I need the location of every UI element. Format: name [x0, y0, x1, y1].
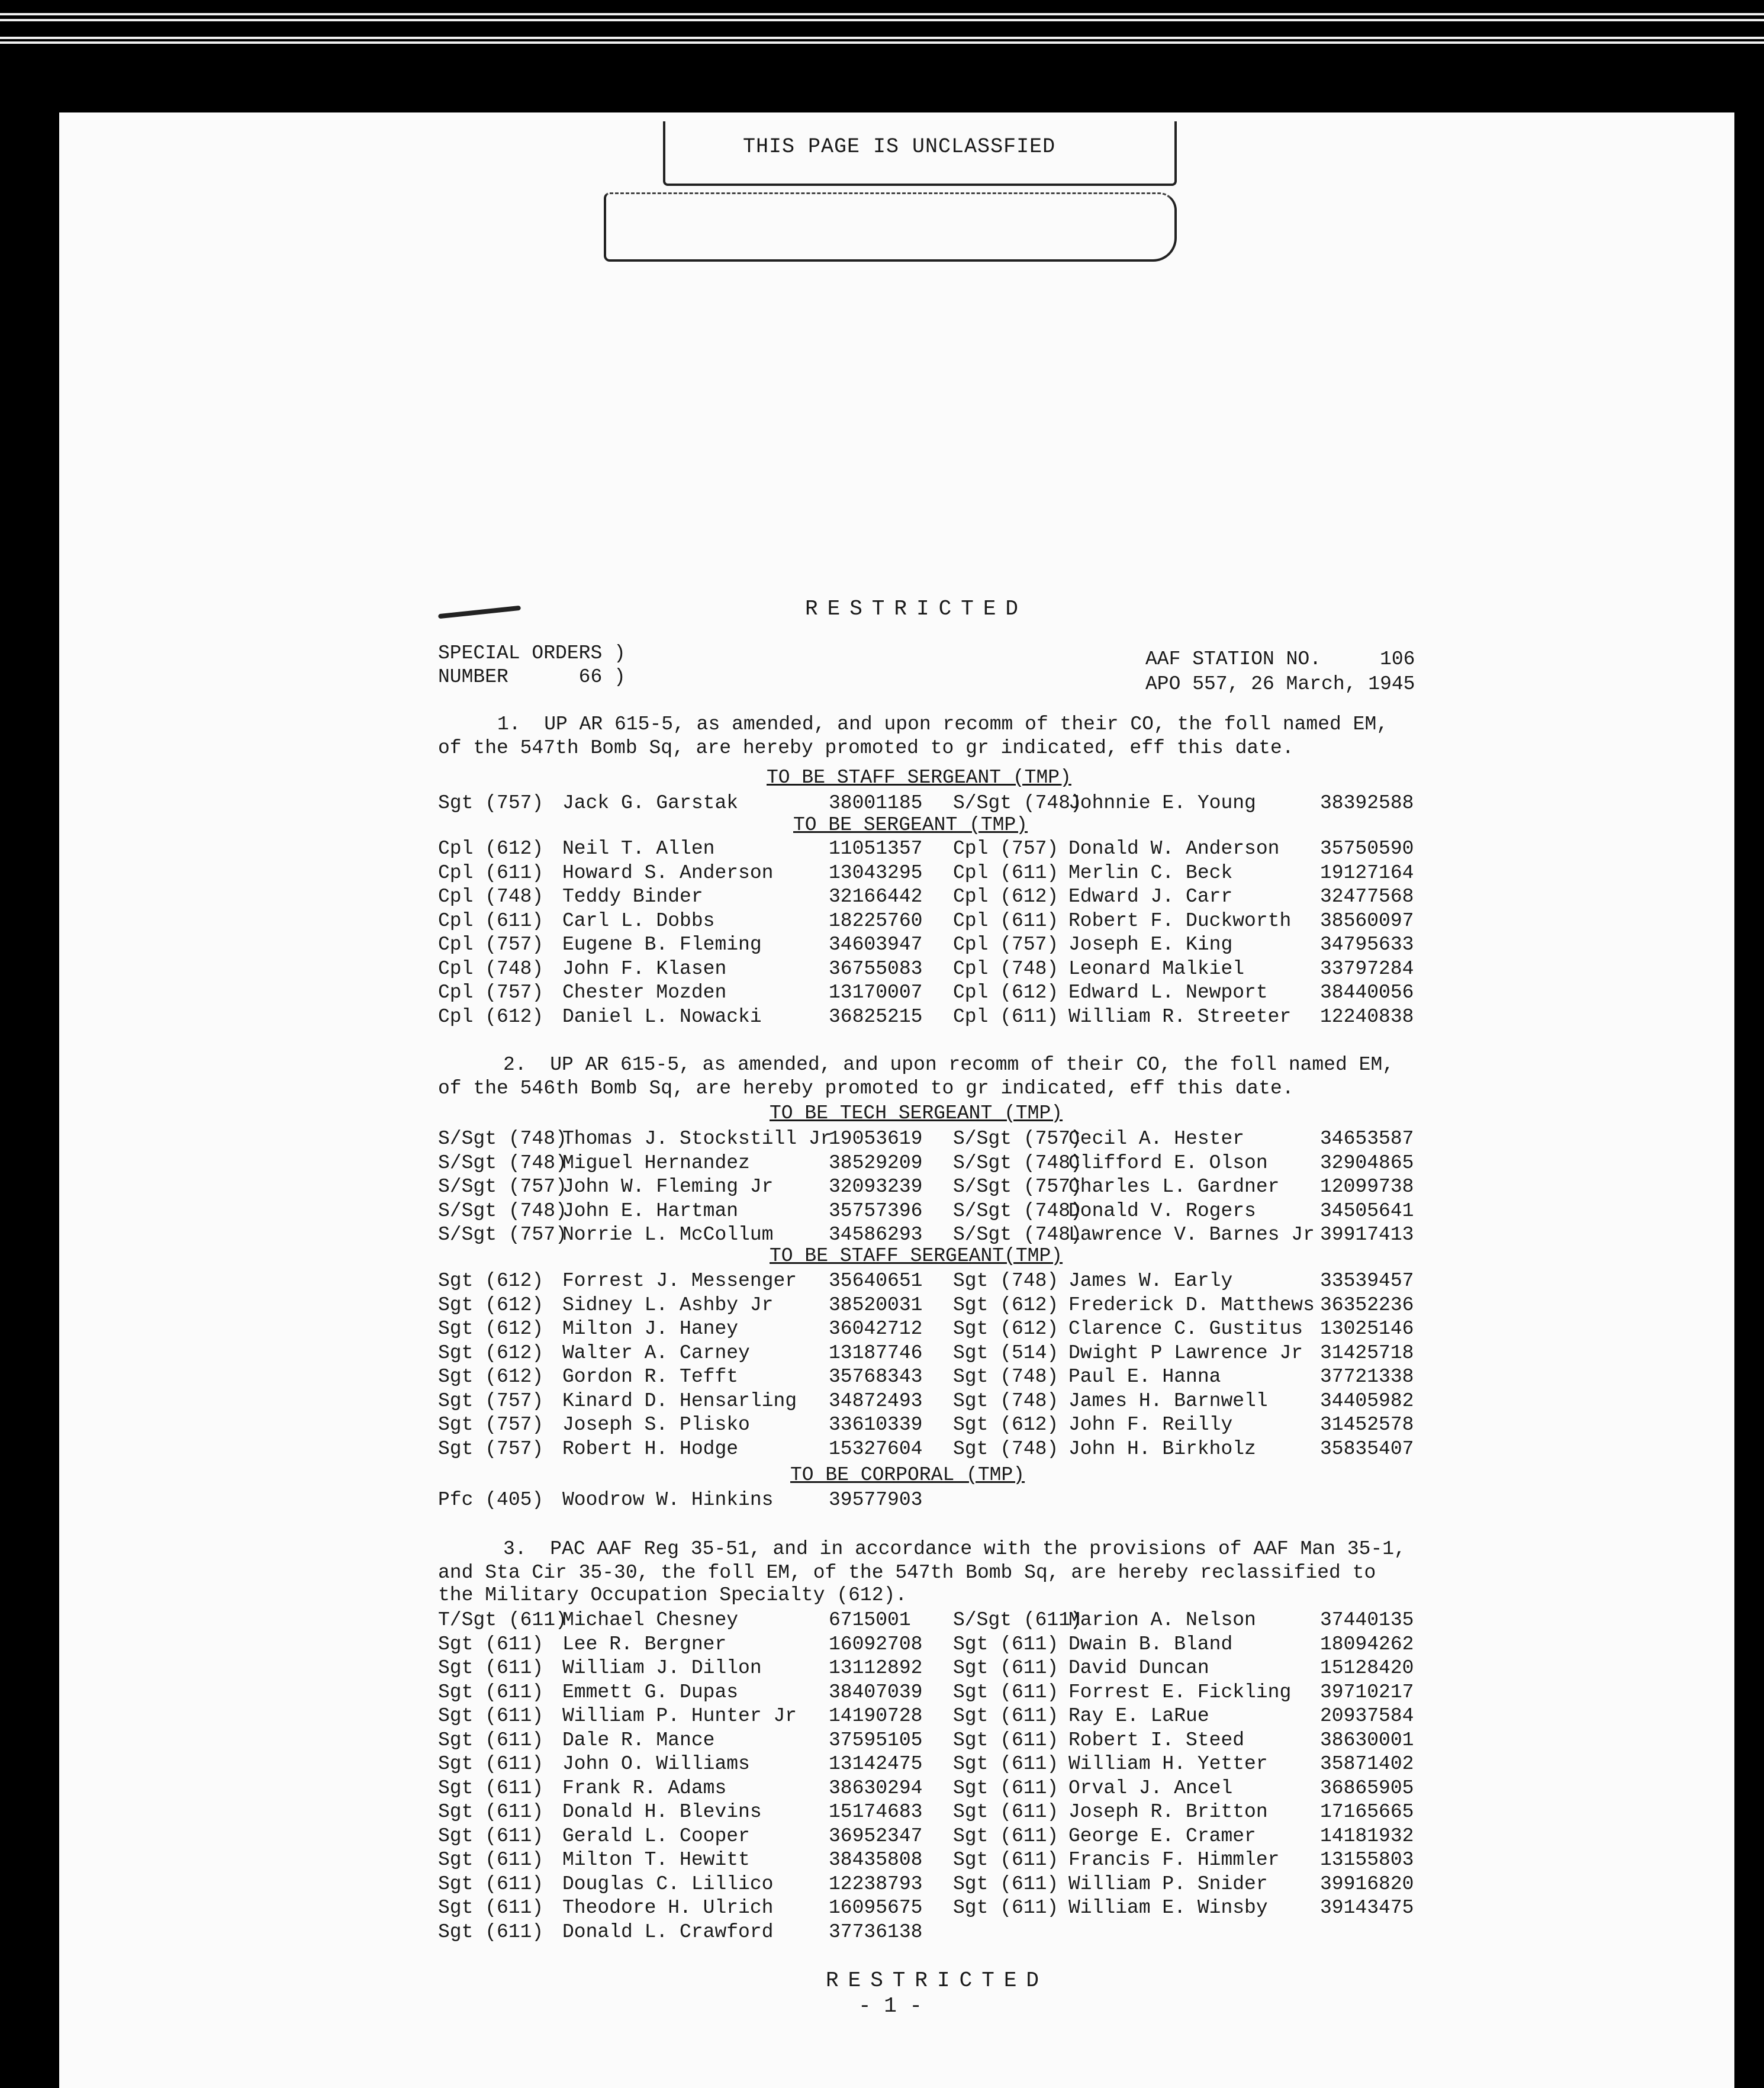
grade-right: S/Sgt (611)	[953, 1609, 1082, 1631]
grade-right: Cpl (748)	[953, 957, 1059, 980]
grade-right: Sgt (612)	[953, 1318, 1059, 1340]
name-right: Orval J. Ancel	[1068, 1777, 1233, 1799]
name-right: Paul E. Hanna	[1068, 1366, 1221, 1388]
grade-left: Sgt (757)	[438, 1414, 544, 1436]
serial-left: 14190728	[829, 1705, 923, 1727]
serial-left: 38435808	[829, 1849, 923, 1871]
serial-left: 33610339	[829, 1414, 923, 1436]
para2-heading-staff: TO BE STAFF SERGEANT(TMP)	[770, 1245, 1063, 1267]
grade-left: Cpl (757)	[438, 982, 544, 1003]
serial-right: 34653587	[1320, 1128, 1414, 1150]
serial-left: 13043295	[829, 861, 923, 884]
name-left: Sidney L. Ashby Jr	[562, 1294, 774, 1316]
personnel-row	[438, 1438, 1462, 1462]
para1-heading-staff: TO BE STAFF SERGEANT (TMP)	[767, 767, 1071, 789]
grade-right: Cpl (611)	[953, 1005, 1059, 1028]
grade-left: Sgt (611)	[438, 1849, 544, 1871]
top-border-line	[0, 37, 1764, 39]
para3-line2: and Sta Cir 35-30, the foll EM, of the 547th Bomb Sq, are hereby reclassified to	[438, 1562, 1376, 1584]
serial-right: 36865905	[1320, 1777, 1414, 1799]
personnel-row	[438, 1849, 1462, 1873]
para2-heading-tech: TO BE TECH SERGEANT (TMP)	[770, 1102, 1063, 1124]
name-right: Dwight P Lawrence Jr	[1068, 1341, 1303, 1364]
serial-right: 35871402	[1320, 1753, 1414, 1775]
serial-left: 16095675	[829, 1897, 923, 1919]
grade-left: Cpl (748)	[438, 886, 544, 908]
para2-heading-corporal: TO BE CORPORAL (TMP)	[790, 1464, 1025, 1486]
serial-left: 38001185	[829, 792, 923, 814]
name-right: Forrest E. Fickling	[1068, 1681, 1292, 1703]
name-left: Jack G. Garstak	[562, 792, 739, 814]
grade-left: Sgt (611)	[438, 1753, 544, 1775]
name-left: Eugene B. Fleming	[562, 934, 762, 955]
personnel-row	[438, 838, 1462, 861]
restricted-footer: RESTRICTED	[826, 1968, 1049, 1993]
serial-left: 34603947	[829, 934, 923, 955]
grade-right: Sgt (748)	[953, 1389, 1059, 1412]
name-left: Milton T. Hewitt	[562, 1849, 750, 1871]
name-right: Joseph R. Britton	[1068, 1801, 1268, 1823]
serial-right: 34405982	[1320, 1389, 1414, 1412]
grade-right: Cpl (757)	[953, 934, 1059, 955]
grade-left: Sgt (611)	[438, 1681, 544, 1703]
name-left: John F. Klasen	[562, 957, 727, 980]
grade-right: Sgt (611)	[953, 1681, 1059, 1703]
name-right: Frederick D. Matthews	[1068, 1294, 1315, 1316]
serial-left: 35757396	[829, 1199, 923, 1222]
page-number: - 1 -	[858, 1994, 923, 2018]
para1-line1: 1. UP AR 615-5, as amended, and upon recomm of their CO, the foll named EM,	[497, 713, 1389, 735]
name-right: James W. Early	[1068, 1270, 1233, 1292]
name-left: Donald L. Crawford	[562, 1920, 774, 1943]
serial-right: 31452578	[1320, 1414, 1414, 1436]
grade-right: Sgt (611)	[953, 1705, 1059, 1727]
serial-left: 19053619	[829, 1128, 923, 1150]
serial-right: 33539457	[1320, 1270, 1414, 1292]
serial-left: 15327604	[829, 1437, 923, 1460]
stamp-text: THIS PAGE IS UNCLASSFIED	[743, 135, 1056, 159]
grade-right: Sgt (612)	[953, 1294, 1059, 1316]
serial-right: 32904865	[1320, 1151, 1414, 1174]
name-left: Daniel L. Nowacki	[562, 1005, 762, 1028]
grade-right: Sgt (611)	[953, 1633, 1059, 1655]
name-left: Norrie L. McCollum	[562, 1224, 774, 1246]
grade-left: S/Sgt (757)	[438, 1176, 567, 1198]
serial-left: 38520031	[829, 1294, 923, 1316]
serial-left: 35640651	[829, 1270, 923, 1292]
name-left: Michael Chesney	[562, 1609, 739, 1631]
serial-right: 13025146	[1320, 1318, 1414, 1340]
serial-right: 19127164	[1320, 861, 1414, 884]
grade-right: Cpl (757)	[953, 838, 1059, 860]
grade-left: Sgt (612)	[438, 1318, 544, 1340]
para1-line2: of the 547th Bomb Sq, are hereby promoted to gr indicated, eff this date.	[438, 737, 1294, 759]
name-left: Teddy Binder	[562, 886, 703, 908]
grade-right: Cpl (611)	[953, 909, 1059, 932]
serial-left: 34872493	[829, 1389, 923, 1412]
serial-left: 12238793	[829, 1873, 923, 1895]
serial-right: 38630001	[1320, 1729, 1414, 1751]
personnel-row	[438, 1270, 1462, 1294]
grade-left: T/Sgt (611)	[438, 1609, 567, 1631]
name-left: Dale R. Mance	[562, 1729, 715, 1751]
para1-heading-sergeant: TO BE SERGEANT (TMP)	[793, 814, 1028, 836]
name-left: Chester Mozden	[562, 982, 727, 1003]
serial-right: 12099738	[1320, 1176, 1414, 1198]
serial-left: 36755083	[829, 957, 923, 980]
personnel-row	[438, 1609, 1462, 1633]
serial-left: 13112892	[829, 1657, 923, 1679]
personnel-row	[438, 1705, 1462, 1729]
serial-left: 6715001	[829, 1609, 911, 1631]
name-left: Robert H. Hodge	[562, 1437, 739, 1460]
grade-left: Sgt (611)	[438, 1729, 544, 1751]
grade-left: Sgt (757)	[438, 1437, 544, 1460]
grade-right: Sgt (612)	[953, 1414, 1059, 1436]
grade-right: Cpl (612)	[953, 982, 1059, 1003]
serial-right: 34795633	[1320, 934, 1414, 955]
serial-left: 35768343	[829, 1366, 923, 1388]
name-left: Walter A. Carney	[562, 1341, 750, 1364]
name-right: George E. Cramer	[1068, 1825, 1256, 1847]
serial-right: 33797284	[1320, 957, 1414, 980]
serial-right: 18094262	[1320, 1633, 1414, 1655]
top-border-line	[0, 19, 1764, 21]
name-right: Merlin C. Beck	[1068, 861, 1233, 884]
name-left: Lee R. Bergner	[562, 1633, 727, 1655]
serial-right: 39916820	[1320, 1873, 1414, 1895]
grade-right: Sgt (748)	[953, 1366, 1059, 1388]
name-right: Donald W. Anderson	[1068, 838, 1280, 860]
grade-left: Sgt (611)	[438, 1657, 544, 1679]
personnel-row	[438, 1801, 1462, 1825]
grade-left: Pfc (405)	[438, 1489, 544, 1511]
personnel-row	[438, 910, 1462, 934]
serial-left: 32093239	[829, 1176, 923, 1198]
name-left: Gerald L. Cooper	[562, 1825, 750, 1847]
name-right: William R. Streeter	[1068, 1005, 1292, 1028]
personnel-row	[438, 1489, 1462, 1513]
grade-right: S/Sgt (748)	[953, 1151, 1082, 1174]
serial-left: 13187746	[829, 1341, 923, 1364]
personnel-row	[438, 934, 1462, 957]
grade-left: S/Sgt (757)	[438, 1224, 567, 1246]
personnel-row	[438, 1366, 1462, 1389]
name-left: Joseph S. Plisko	[562, 1414, 750, 1436]
grade-left: Cpl (748)	[438, 957, 544, 980]
personnel-row	[438, 1128, 1462, 1151]
grade-right: Sgt (611)	[953, 1801, 1059, 1823]
serial-right: 32477568	[1320, 886, 1414, 908]
grade-left: Sgt (611)	[438, 1705, 544, 1727]
name-left: Frank R. Adams	[562, 1777, 727, 1799]
name-right: Ray E. LaRue	[1068, 1705, 1209, 1727]
name-left: William J. Dillon	[562, 1657, 762, 1679]
serial-right: 31425718	[1320, 1341, 1414, 1364]
restricted-header: RESTRICTED	[805, 597, 1028, 621]
serial-left: 16092708	[829, 1633, 923, 1655]
personnel-row	[438, 1200, 1462, 1224]
name-right: William E. Winsby	[1068, 1897, 1268, 1919]
grade-left: Sgt (611)	[438, 1801, 544, 1823]
top-border-line	[0, 41, 1764, 44]
grade-right: Sgt (748)	[953, 1437, 1059, 1460]
serial-right: 37721338	[1320, 1366, 1414, 1388]
name-left: William P. Hunter Jr	[562, 1705, 797, 1727]
grade-right: Cpl (612)	[953, 886, 1059, 908]
serial-right: 39143475	[1320, 1897, 1414, 1919]
grade-right: Cpl (611)	[953, 861, 1059, 884]
personnel-row	[438, 1681, 1462, 1705]
personnel-row	[438, 1657, 1462, 1681]
name-right: John H. Birkholz	[1068, 1437, 1256, 1460]
orders-label: SPECIAL ORDERS )	[438, 642, 626, 664]
name-right: Lawrence V. Barnes Jr	[1068, 1224, 1315, 1246]
name-right: Cecil A. Hester	[1068, 1128, 1245, 1150]
name-right: Clifford E. Olson	[1068, 1151, 1268, 1174]
serial-right: 38440056	[1320, 982, 1414, 1003]
personnel-row	[438, 1777, 1462, 1801]
personnel-row	[438, 1318, 1462, 1341]
personnel-row	[438, 1921, 1462, 1945]
para3-line3: the Military Occupation Specialty (612).	[438, 1584, 907, 1606]
name-left: Woodrow W. Hinkins	[562, 1489, 774, 1511]
grade-right: S/Sgt (748)	[953, 1224, 1082, 1246]
grade-right: Sgt (748)	[953, 1270, 1059, 1292]
serial-right: 14181932	[1320, 1825, 1414, 1847]
personnel-row	[438, 1825, 1462, 1849]
personnel-row	[438, 1897, 1462, 1920]
name-right: Edward L. Newport	[1068, 982, 1268, 1003]
grade-left: Sgt (612)	[438, 1366, 544, 1388]
serial-right: 37440135	[1320, 1609, 1414, 1631]
personnel-row	[438, 886, 1462, 909]
grade-right: Sgt (611)	[953, 1849, 1059, 1871]
name-right: Johnnie E. Young	[1068, 792, 1256, 814]
personnel-row	[438, 1006, 1462, 1029]
name-left: Emmett G. Dupas	[562, 1681, 739, 1703]
grade-left: Sgt (757)	[438, 1389, 544, 1412]
name-right: Joseph E. King	[1068, 934, 1233, 955]
grade-right: Sgt (611)	[953, 1729, 1059, 1751]
personnel-row	[438, 862, 1462, 886]
name-right: Charles L. Gardner	[1068, 1176, 1280, 1198]
serial-right: 34505641	[1320, 1199, 1414, 1222]
grade-right: S/Sgt (757)	[953, 1176, 1082, 1198]
grade-left: Sgt (612)	[438, 1270, 544, 1292]
name-right: John F. Reilly	[1068, 1414, 1233, 1436]
serial-left: 13170007	[829, 982, 923, 1003]
personnel-row	[438, 1753, 1462, 1777]
name-left: John O. Williams	[562, 1753, 750, 1775]
name-right: Robert F. Duckworth	[1068, 909, 1292, 932]
serial-right: 38560097	[1320, 909, 1414, 932]
grade-left: Sgt (611)	[438, 1825, 544, 1847]
name-left: Milton J. Haney	[562, 1318, 739, 1340]
grade-right: Sgt (611)	[953, 1777, 1059, 1799]
name-left: Kinard D. Hensarling	[562, 1389, 797, 1412]
grade-left: Cpl (611)	[438, 909, 544, 932]
para2-line2: of the 546th Bomb Sq, are hereby promoted to gr indicated, eff this date.	[438, 1077, 1294, 1099]
name-left: Thomas J. Stockstill Jr	[562, 1128, 832, 1150]
name-left: Theodore H. Ulrich	[562, 1897, 774, 1919]
serial-left: 36825215	[829, 1005, 923, 1028]
name-right: William H. Yetter	[1068, 1753, 1268, 1775]
personnel-row	[438, 1729, 1462, 1753]
serial-left: 37736138	[829, 1920, 923, 1943]
grade-left: S/Sgt (748)	[438, 1199, 567, 1222]
para3-line1: 3. PAC AAF Reg 35-51, and in accordance with the provisions of AAF Man 35-1,	[503, 1538, 1406, 1560]
serial-left: 38630294	[829, 1777, 923, 1799]
serial-left: 34586293	[829, 1224, 923, 1246]
serial-left: 36952347	[829, 1825, 923, 1847]
serial-left: 13142475	[829, 1753, 923, 1775]
orders-number: NUMBER 66 )	[438, 666, 626, 688]
top-border-line	[0, 13, 1764, 15]
grade-right: Sgt (611)	[953, 1825, 1059, 1847]
personnel-row	[438, 1873, 1462, 1897]
personnel-row	[438, 1152, 1462, 1176]
name-left: John E. Hartman	[562, 1199, 739, 1222]
personnel-row	[438, 1294, 1462, 1318]
grade-left: Sgt (611)	[438, 1897, 544, 1919]
name-left: Carl L. Dobbs	[562, 909, 715, 932]
grade-left: Sgt (611)	[438, 1777, 544, 1799]
name-left: Howard S. Anderson	[562, 861, 774, 884]
grade-left: Cpl (757)	[438, 934, 544, 955]
serial-left: 11051357	[829, 838, 923, 860]
grade-left: Sgt (757)	[438, 792, 544, 814]
name-right: Dwain B. Bland	[1068, 1633, 1233, 1655]
grade-left: Sgt (612)	[438, 1341, 544, 1364]
apo-date: APO 557, 26 March, 1945	[1145, 673, 1415, 695]
serial-right: 39917413	[1320, 1224, 1414, 1246]
name-right: Leonard Malkiel	[1068, 957, 1245, 980]
personnel-row	[438, 982, 1462, 1005]
personnel-row	[438, 1633, 1462, 1657]
personnel-row	[438, 1342, 1462, 1366]
grade-right: Sgt (611)	[953, 1657, 1059, 1679]
serial-right: 15128420	[1320, 1657, 1414, 1679]
name-right: Francis F. Himmler	[1068, 1849, 1280, 1871]
grade-right: S/Sgt (748)	[953, 792, 1082, 814]
name-right: William P. Snider	[1068, 1873, 1268, 1895]
grade-right: Sgt (514)	[953, 1341, 1059, 1364]
serial-left: 18225760	[829, 909, 923, 932]
name-right: Edward J. Carr	[1068, 886, 1233, 908]
grade-left: S/Sgt (748)	[438, 1128, 567, 1150]
para2-line1: 2. UP AR 615-5, as amended, and upon recomm of their CO, the foll named EM,	[503, 1054, 1395, 1076]
serial-left: 15174683	[829, 1801, 923, 1823]
serial-left: 37595105	[829, 1729, 923, 1751]
grade-left: Sgt (611)	[438, 1633, 544, 1655]
name-right: Marion A. Nelson	[1068, 1609, 1256, 1631]
personnel-row	[438, 958, 1462, 982]
serial-right: 38392588	[1320, 792, 1414, 814]
name-left: Douglas C. Lillico	[562, 1873, 774, 1895]
serial-left: 39577903	[829, 1489, 923, 1511]
serial-right: 35835407	[1320, 1437, 1414, 1460]
serial-left: 38407039	[829, 1681, 923, 1703]
grade-right: S/Sgt (757)	[953, 1128, 1082, 1150]
name-left: Gordon R. Tefft	[562, 1366, 739, 1388]
personnel-row	[438, 1176, 1462, 1199]
grade-left: Sgt (612)	[438, 1294, 544, 1316]
grade-left: Cpl (611)	[438, 861, 544, 884]
grade-right: S/Sgt (748)	[953, 1199, 1082, 1222]
station-number: AAF STATION NO. 106	[1145, 648, 1415, 670]
serial-right: 35750590	[1320, 838, 1414, 860]
serial-right: 13155803	[1320, 1849, 1414, 1871]
grade-left: Sgt (611)	[438, 1873, 544, 1895]
grade-left: S/Sgt (748)	[438, 1151, 567, 1174]
serial-left: 36042712	[829, 1318, 923, 1340]
name-left: John W. Fleming Jr	[562, 1176, 774, 1198]
stamp-bracket	[604, 192, 1177, 262]
grade-right: Sgt (611)	[953, 1897, 1059, 1919]
name-left: Neil T. Allen	[562, 838, 715, 860]
name-right: Donald V. Rogers	[1068, 1199, 1256, 1222]
personnel-row	[438, 1414, 1462, 1437]
serial-left: 38529209	[829, 1151, 923, 1174]
name-left: Donald H. Blevins	[562, 1801, 762, 1823]
personnel-row	[438, 1224, 1462, 1247]
grade-left: Cpl (612)	[438, 1005, 544, 1028]
name-right: Clarence C. Gustitus	[1068, 1318, 1303, 1340]
name-right: David Duncan	[1068, 1657, 1209, 1679]
grade-left: Sgt (611)	[438, 1920, 544, 1943]
grade-left: Cpl (612)	[438, 838, 544, 860]
personnel-row	[438, 792, 1462, 816]
name-right: Robert I. Steed	[1068, 1729, 1245, 1751]
serial-right: 12240838	[1320, 1005, 1414, 1028]
serial-right: 20937584	[1320, 1705, 1414, 1727]
name-left: Miguel Hernandez	[562, 1151, 750, 1174]
grade-right: Sgt (611)	[953, 1873, 1059, 1895]
personnel-row	[438, 1390, 1462, 1414]
serial-right: 36352236	[1320, 1294, 1414, 1316]
serial-left: 32166442	[829, 886, 923, 908]
grade-right: Sgt (611)	[953, 1753, 1059, 1775]
serial-right: 39710217	[1320, 1681, 1414, 1703]
serial-right: 17165665	[1320, 1801, 1414, 1823]
name-right: James H. Barnwell	[1068, 1389, 1268, 1412]
name-left: Forrest J. Messenger	[562, 1270, 797, 1292]
